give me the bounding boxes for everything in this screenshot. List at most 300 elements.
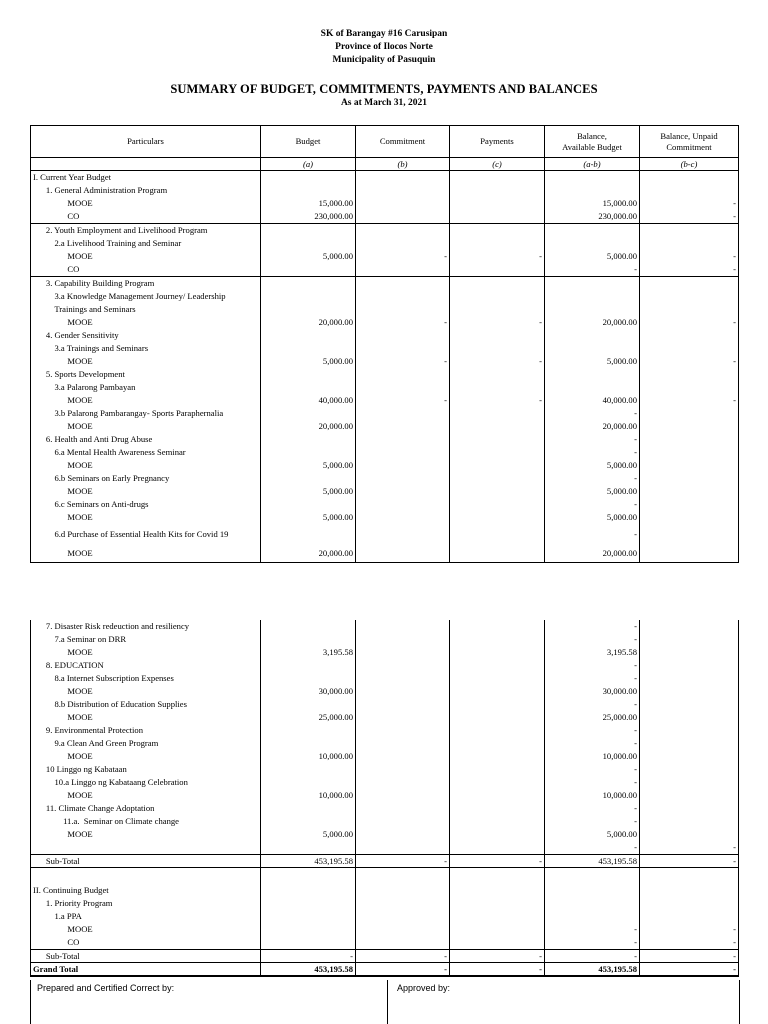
table-row bbox=[31, 897, 739, 910]
budget-table-part-1 bbox=[30, 125, 739, 563]
table-row bbox=[31, 855, 739, 868]
row-label: 1.a PPA bbox=[31, 910, 261, 923]
row-label: 6.a Mental Health Awareness Seminar bbox=[31, 446, 261, 459]
table-row bbox=[31, 459, 739, 472]
row-value bbox=[356, 841, 450, 855]
row-value bbox=[450, 828, 545, 841]
row-value bbox=[261, 776, 356, 789]
row-label: MOOE bbox=[31, 420, 261, 433]
row-value: - bbox=[640, 936, 739, 950]
row-value bbox=[545, 171, 640, 185]
row-value bbox=[640, 472, 739, 485]
row-value: - bbox=[545, 433, 640, 446]
row-value: - bbox=[640, 394, 739, 407]
row-value bbox=[640, 368, 739, 381]
row-value bbox=[545, 184, 640, 197]
row-value bbox=[450, 485, 545, 498]
row-value bbox=[450, 459, 545, 472]
row-value bbox=[261, 224, 356, 238]
row-value bbox=[356, 277, 450, 291]
row-value bbox=[450, 802, 545, 815]
row-label: 7. Disaster Risk redeuction and resiliency bbox=[31, 620, 261, 633]
row-value bbox=[640, 459, 739, 472]
row-value bbox=[356, 303, 450, 316]
row-value bbox=[261, 433, 356, 446]
table-row bbox=[31, 750, 739, 763]
row-value bbox=[261, 659, 356, 672]
row-value bbox=[356, 524, 450, 544]
row-value bbox=[261, 633, 356, 646]
row-value bbox=[640, 633, 739, 646]
row-value bbox=[356, 459, 450, 472]
row-value bbox=[640, 910, 739, 923]
table-row bbox=[31, 802, 739, 815]
row-value: - bbox=[545, 620, 640, 633]
row-value bbox=[640, 224, 739, 238]
row-label: 6.c Seminars on Anti-drugs bbox=[31, 498, 261, 511]
row-label: Sub-Total bbox=[31, 855, 261, 868]
row-value bbox=[450, 763, 545, 776]
table-row bbox=[31, 472, 739, 485]
row-value: 20,000.00 bbox=[545, 316, 640, 329]
row-value bbox=[450, 420, 545, 433]
row-value bbox=[356, 184, 450, 197]
table-row bbox=[31, 884, 739, 897]
row-value bbox=[545, 910, 640, 923]
row-value: - bbox=[450, 316, 545, 329]
row-value: 5,000.00 bbox=[545, 511, 640, 524]
row-value bbox=[261, 524, 356, 544]
row-value bbox=[640, 620, 739, 633]
row-value: 5,000.00 bbox=[545, 485, 640, 498]
row-value bbox=[545, 884, 640, 897]
row-label: MOOE bbox=[31, 485, 261, 498]
row-value: - bbox=[356, 963, 450, 977]
row-label: 9. Environmental Protection bbox=[31, 724, 261, 737]
row-value: - bbox=[545, 936, 640, 950]
row-value bbox=[640, 750, 739, 763]
row-value bbox=[261, 381, 356, 394]
approved-by-label: Approved by: bbox=[397, 983, 451, 993]
row-value: 453,195.58 bbox=[545, 963, 640, 977]
col-letter-b-c: (b-c) bbox=[640, 158, 739, 171]
table-row bbox=[31, 737, 739, 750]
row-value bbox=[450, 329, 545, 342]
table-row bbox=[31, 250, 739, 263]
col-letter-b: (b) bbox=[356, 158, 450, 171]
row-value bbox=[450, 290, 545, 303]
row-label: MOOE bbox=[31, 511, 261, 524]
table-row bbox=[31, 263, 739, 277]
row-value bbox=[356, 910, 450, 923]
table-row bbox=[31, 620, 739, 633]
row-value: 10,000.00 bbox=[261, 789, 356, 802]
row-value bbox=[545, 237, 640, 250]
row-value: - bbox=[545, 446, 640, 459]
row-value bbox=[356, 672, 450, 685]
row-label: MOOE bbox=[31, 197, 261, 210]
row-label: 11.a. Seminar on Climate change bbox=[31, 815, 261, 828]
as-of-date: As at March 31, 2021 bbox=[340, 98, 428, 108]
row-value bbox=[450, 433, 545, 446]
prepared-by-label: Prepared and Certified Correct by: bbox=[37, 983, 175, 993]
row-value: 5,000.00 bbox=[261, 250, 356, 263]
row-value bbox=[640, 802, 739, 815]
row-value bbox=[356, 498, 450, 511]
row-label: MOOE bbox=[31, 923, 261, 936]
row-value: 3,195.58 bbox=[261, 646, 356, 659]
signature-divider bbox=[387, 980, 388, 1024]
row-value bbox=[261, 446, 356, 459]
row-value bbox=[261, 342, 356, 355]
row-label: Sub-Total bbox=[31, 950, 261, 963]
row-value bbox=[356, 544, 450, 563]
row-value bbox=[356, 789, 450, 802]
row-value bbox=[261, 620, 356, 633]
table-row bbox=[31, 711, 739, 724]
row-value bbox=[640, 776, 739, 789]
row-value: 25,000.00 bbox=[545, 711, 640, 724]
table-row bbox=[31, 646, 739, 659]
row-value bbox=[261, 802, 356, 815]
row-value bbox=[450, 633, 545, 646]
table-row bbox=[31, 420, 739, 433]
row-value bbox=[640, 420, 739, 433]
row-value bbox=[450, 841, 545, 855]
row-value bbox=[356, 659, 450, 672]
row-value: - bbox=[640, 841, 739, 855]
row-label: MOOE bbox=[31, 789, 261, 802]
row-label: 10.a Linggo ng Kabataang Celebration bbox=[31, 776, 261, 789]
row-value bbox=[356, 446, 450, 459]
row-value bbox=[640, 446, 739, 459]
row-value bbox=[450, 237, 545, 250]
table-row bbox=[31, 815, 739, 828]
row-value bbox=[261, 737, 356, 750]
row-value bbox=[356, 711, 450, 724]
table-row bbox=[31, 197, 739, 210]
row-value bbox=[640, 498, 739, 511]
col-letter-a-b: (a-b) bbox=[545, 158, 640, 171]
row-value bbox=[261, 407, 356, 420]
row-value bbox=[545, 868, 640, 885]
table-row bbox=[31, 776, 739, 789]
row-value bbox=[640, 672, 739, 685]
row-value bbox=[450, 923, 545, 936]
row-value bbox=[261, 910, 356, 923]
header-line-1: SK of Barangay #16 Carusipan bbox=[320, 29, 448, 39]
table-row bbox=[31, 342, 739, 355]
row-value bbox=[356, 224, 450, 238]
row-label: Trainings and Seminars bbox=[31, 303, 261, 316]
row-value: 5,000.00 bbox=[261, 828, 356, 841]
row-value: - bbox=[545, 407, 640, 420]
row-value bbox=[640, 277, 739, 291]
row-value bbox=[356, 197, 450, 210]
row-value bbox=[450, 184, 545, 197]
row-value: - bbox=[450, 250, 545, 263]
row-value: - bbox=[261, 950, 356, 963]
table-row bbox=[31, 763, 739, 776]
row-value: - bbox=[356, 950, 450, 963]
row-value: - bbox=[356, 855, 450, 868]
row-label: 10 Linggo ng Kabataan bbox=[31, 763, 261, 776]
row-value: - bbox=[640, 197, 739, 210]
row-value bbox=[356, 381, 450, 394]
row-value bbox=[356, 290, 450, 303]
signature-block bbox=[30, 980, 740, 1024]
table-row bbox=[31, 923, 739, 936]
row-value bbox=[450, 936, 545, 950]
row-label: 6.d Purchase of Essential Health Kits for Covid 19 bbox=[31, 524, 261, 544]
row-label: 3.a Trainings and Seminars bbox=[31, 342, 261, 355]
row-value bbox=[450, 342, 545, 355]
row-value: - bbox=[450, 950, 545, 963]
row-value bbox=[261, 184, 356, 197]
budget-table-part-2 bbox=[30, 620, 739, 977]
row-value bbox=[450, 171, 545, 185]
row-value bbox=[450, 646, 545, 659]
row-value: - bbox=[545, 776, 640, 789]
table-row bbox=[31, 963, 739, 977]
row-value bbox=[450, 303, 545, 316]
row-value bbox=[450, 498, 545, 511]
table-row bbox=[31, 237, 739, 250]
table-row bbox=[31, 685, 739, 698]
row-value bbox=[450, 672, 545, 685]
row-value: - bbox=[545, 672, 640, 685]
row-value: - bbox=[450, 394, 545, 407]
row-value bbox=[356, 698, 450, 711]
header-line-3: Municipality of Pasuquin bbox=[332, 55, 436, 65]
row-value bbox=[640, 698, 739, 711]
row-label: MOOE bbox=[31, 750, 261, 763]
table-row bbox=[31, 659, 739, 672]
row-value bbox=[640, 342, 739, 355]
col-balance-unpaid: Balance, Unpaid Commitment bbox=[640, 126, 739, 158]
row-label: 1. General Administration Program bbox=[31, 184, 261, 197]
row-label: MOOE bbox=[31, 711, 261, 724]
row-value bbox=[640, 511, 739, 524]
row-label: 3.a Palarong Pambayan bbox=[31, 381, 261, 394]
col-commitment: Commitment bbox=[356, 126, 450, 158]
row-value: 20,000.00 bbox=[261, 544, 356, 563]
row-value bbox=[640, 485, 739, 498]
row-value: 230,000.00 bbox=[261, 210, 356, 224]
row-value bbox=[261, 897, 356, 910]
row-label: MOOE bbox=[31, 544, 261, 563]
row-value bbox=[261, 368, 356, 381]
row-value bbox=[450, 472, 545, 485]
row-value: - bbox=[545, 524, 640, 544]
row-value: - bbox=[545, 815, 640, 828]
row-value: - bbox=[450, 355, 545, 368]
table-row bbox=[31, 498, 739, 511]
row-value: - bbox=[545, 698, 640, 711]
col-budget: Budget bbox=[261, 126, 356, 158]
row-value bbox=[261, 329, 356, 342]
row-value bbox=[450, 884, 545, 897]
row-value: 20,000.00 bbox=[261, 420, 356, 433]
row-value: - bbox=[545, 498, 640, 511]
row-value bbox=[356, 737, 450, 750]
row-value bbox=[356, 407, 450, 420]
col-payments: Payments bbox=[450, 126, 545, 158]
row-value bbox=[640, 303, 739, 316]
row-value bbox=[450, 910, 545, 923]
row-value bbox=[640, 737, 739, 750]
table-row bbox=[31, 433, 739, 446]
row-value bbox=[640, 381, 739, 394]
row-value bbox=[356, 923, 450, 936]
row-value: 453,195.58 bbox=[261, 855, 356, 868]
row-value bbox=[450, 724, 545, 737]
row-label: Grand Total bbox=[31, 963, 261, 977]
row-value bbox=[640, 828, 739, 841]
row-value bbox=[450, 368, 545, 381]
row-value bbox=[356, 433, 450, 446]
row-value bbox=[545, 342, 640, 355]
row-value bbox=[545, 329, 640, 342]
row-value bbox=[640, 646, 739, 659]
row-value bbox=[261, 815, 356, 828]
row-value bbox=[261, 498, 356, 511]
row-value bbox=[356, 828, 450, 841]
row-value: - bbox=[640, 210, 739, 224]
row-value: 5,000.00 bbox=[261, 485, 356, 498]
row-value: 5,000.00 bbox=[261, 355, 356, 368]
row-value bbox=[545, 224, 640, 238]
row-value bbox=[640, 763, 739, 776]
table-row bbox=[31, 407, 739, 420]
row-value bbox=[261, 303, 356, 316]
row-value: - bbox=[545, 724, 640, 737]
row-label: MOOE bbox=[31, 316, 261, 329]
row-value bbox=[450, 381, 545, 394]
row-label: 3.b Palarong Pambarangay- Sports Paraphernalia bbox=[31, 407, 261, 420]
row-value: - bbox=[545, 763, 640, 776]
row-label: 3. Capability Building Program bbox=[31, 277, 261, 291]
row-value bbox=[450, 224, 545, 238]
row-value bbox=[356, 802, 450, 815]
row-value: - bbox=[640, 316, 739, 329]
table-row bbox=[31, 950, 739, 963]
row-value bbox=[450, 897, 545, 910]
row-value: 25,000.00 bbox=[261, 711, 356, 724]
row-label: I. Current Year Budget bbox=[31, 171, 261, 185]
table-row bbox=[31, 446, 739, 459]
row-value bbox=[356, 420, 450, 433]
row-label: 9.a Clean And Green Program bbox=[31, 737, 261, 750]
row-value bbox=[261, 237, 356, 250]
row-value bbox=[450, 737, 545, 750]
document-title: SUMMARY OF BUDGET, COMMITMENTS, PAYMENTS AND BALANCES bbox=[170, 82, 598, 96]
table-row bbox=[31, 394, 739, 407]
row-value bbox=[450, 263, 545, 277]
row-value bbox=[545, 897, 640, 910]
row-value bbox=[640, 433, 739, 446]
row-value: - bbox=[545, 802, 640, 815]
row-value bbox=[356, 620, 450, 633]
row-label: MOOE bbox=[31, 646, 261, 659]
row-label: 8.a Internet Subscription Expenses bbox=[31, 672, 261, 685]
row-value bbox=[261, 724, 356, 737]
row-value: - bbox=[545, 633, 640, 646]
row-value bbox=[261, 277, 356, 291]
row-value bbox=[450, 197, 545, 210]
row-value bbox=[356, 263, 450, 277]
row-label: CO bbox=[31, 263, 261, 277]
table-row bbox=[31, 511, 739, 524]
row-value: - bbox=[450, 963, 545, 977]
table-row bbox=[31, 841, 739, 855]
row-label bbox=[31, 868, 261, 885]
row-label: MOOE bbox=[31, 355, 261, 368]
row-value: 453,195.58 bbox=[261, 963, 356, 977]
row-value bbox=[356, 868, 450, 885]
column-header-row bbox=[31, 126, 739, 158]
table-row bbox=[31, 184, 739, 197]
row-label: 6.b Seminars on Early Pregnancy bbox=[31, 472, 261, 485]
row-value bbox=[545, 290, 640, 303]
row-value: 453,195.58 bbox=[545, 855, 640, 868]
row-value bbox=[640, 659, 739, 672]
row-label: 6. Health and Anti Drug Abuse bbox=[31, 433, 261, 446]
row-value bbox=[450, 815, 545, 828]
row-value bbox=[261, 672, 356, 685]
row-value bbox=[640, 407, 739, 420]
col-letter-a: (a) bbox=[261, 158, 356, 171]
row-value bbox=[640, 524, 739, 544]
row-value: - bbox=[356, 250, 450, 263]
row-value bbox=[356, 750, 450, 763]
row-value bbox=[356, 633, 450, 646]
table-row bbox=[31, 910, 739, 923]
row-value bbox=[640, 884, 739, 897]
row-value bbox=[545, 368, 640, 381]
row-label: 7.a Seminar on DRR bbox=[31, 633, 261, 646]
row-value bbox=[640, 868, 739, 885]
row-value bbox=[450, 620, 545, 633]
table-row bbox=[31, 303, 739, 316]
row-value bbox=[261, 936, 356, 950]
row-value: - bbox=[450, 855, 545, 868]
row-value: - bbox=[356, 316, 450, 329]
row-value: 5,000.00 bbox=[261, 511, 356, 524]
col-particulars: Particulars bbox=[31, 126, 261, 158]
row-value bbox=[356, 472, 450, 485]
table-row bbox=[31, 672, 739, 685]
row-label: II. Continuing Budget bbox=[31, 884, 261, 897]
row-value: - bbox=[545, 263, 640, 277]
row-value: - bbox=[640, 950, 739, 963]
table-row bbox=[31, 633, 739, 646]
row-value bbox=[640, 815, 739, 828]
row-value bbox=[640, 290, 739, 303]
table-row bbox=[31, 355, 739, 368]
row-value: 30,000.00 bbox=[545, 685, 640, 698]
row-value: 10,000.00 bbox=[261, 750, 356, 763]
row-value: - bbox=[640, 855, 739, 868]
row-value bbox=[356, 936, 450, 950]
row-value bbox=[640, 171, 739, 185]
row-value bbox=[356, 776, 450, 789]
row-value bbox=[545, 303, 640, 316]
table-row bbox=[31, 936, 739, 950]
row-value: 20,000.00 bbox=[545, 544, 640, 563]
table-row bbox=[31, 868, 739, 885]
row-value bbox=[261, 698, 356, 711]
